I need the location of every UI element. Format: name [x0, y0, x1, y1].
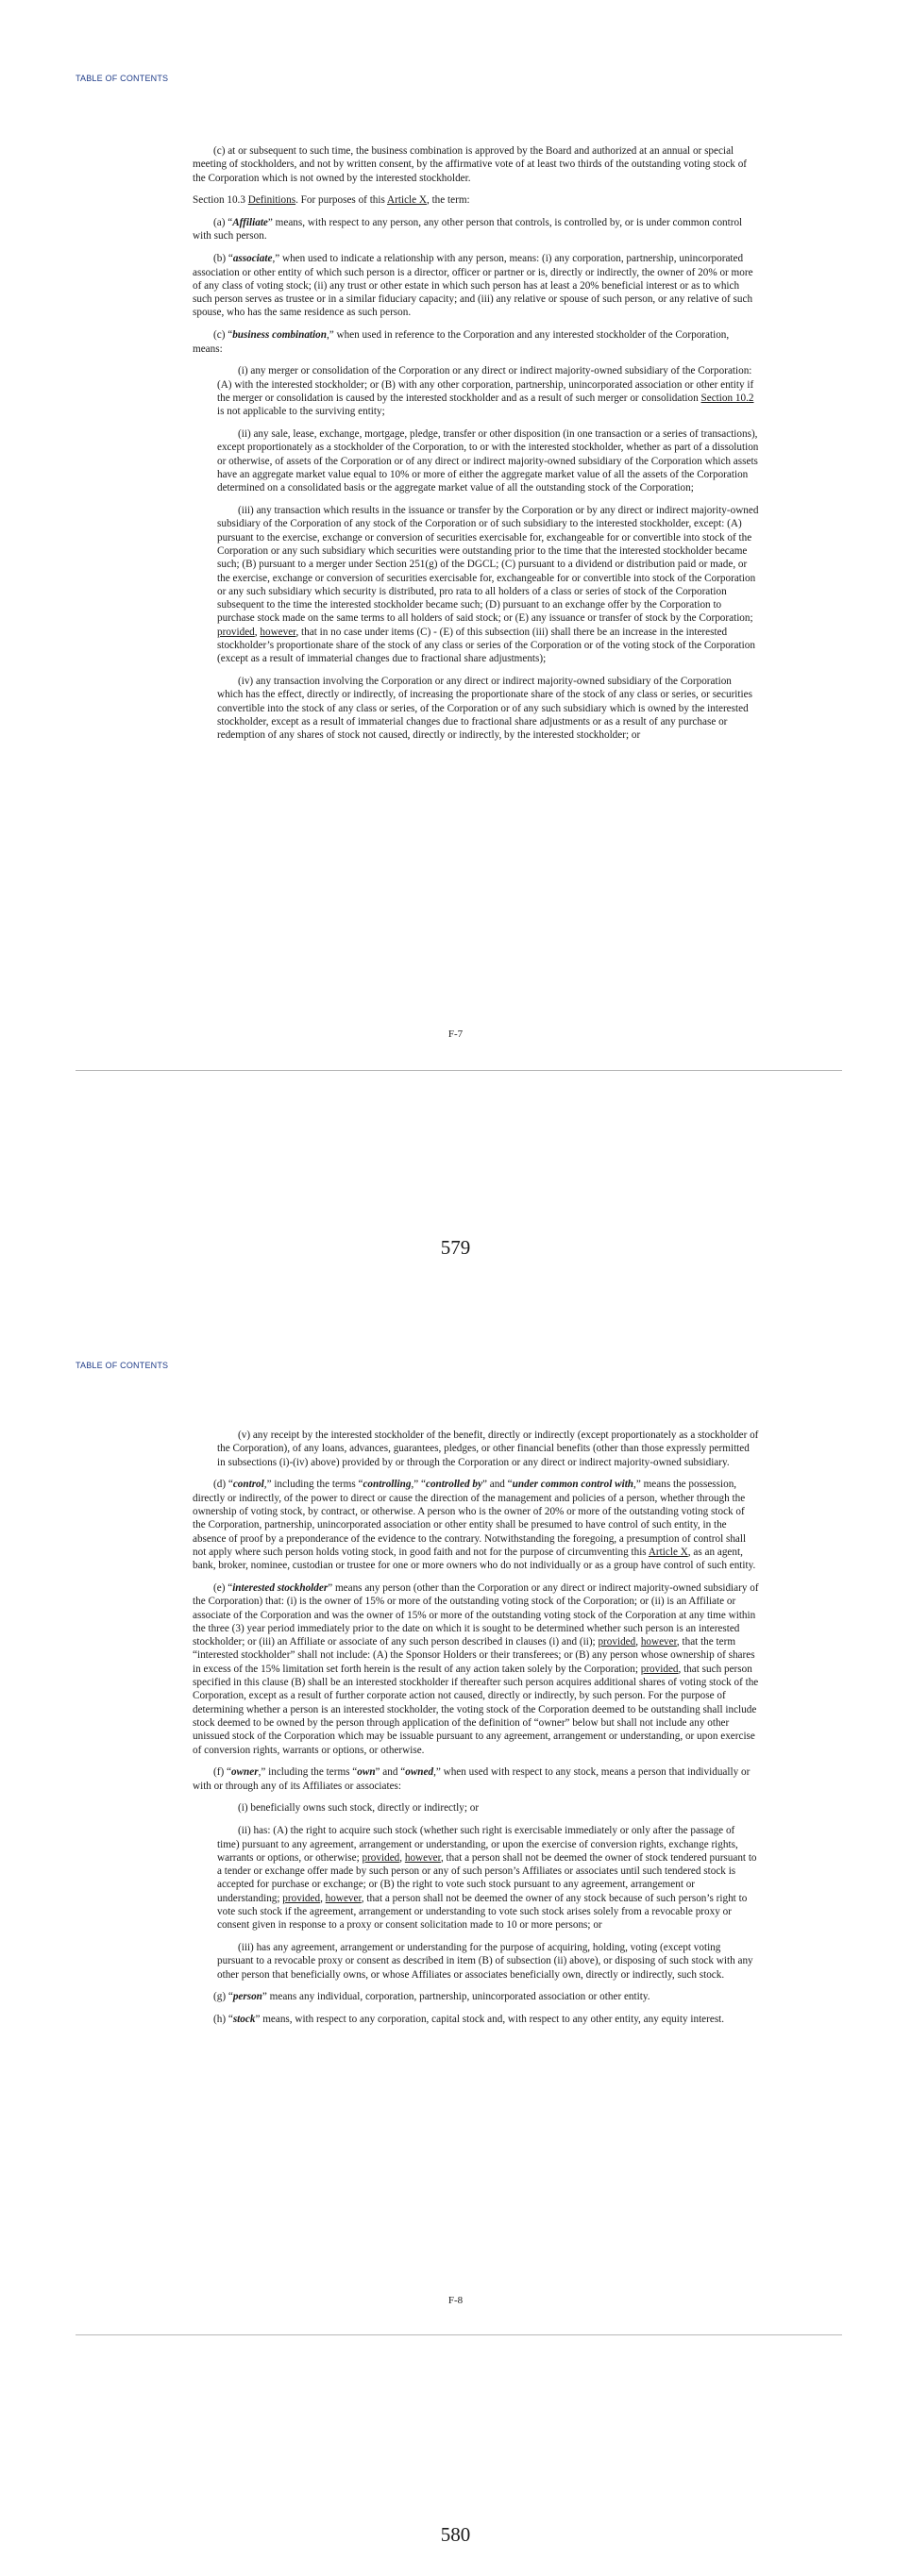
definition-business-combination: (c) “business combination,” when used in reference to the Corporation and any interested stockholder of the Corporation, means:	[193, 329, 730, 355]
clause-iv-transaction: (iv) any transaction involving the Corporation or any direct or indirect majority-owned subsidiary of the Corporation which has the effect, directly or indirectly, of increasing the proportionate share of the stock of any class or series, or securities convertible into the stock of any class or series, of the Corporation or of any such subsidiary which is owned by the interested stockholder, except as a result of immaterial changes due to fractional share adjustments or as a result of any purchase or redemption of any shares of stock not caused, directly or indirectly, by the interested stockholder; or	[217, 676, 752, 742]
page-2-body	[193, 1429, 759, 2035]
definition-interested-stockholder: (e) “interested stockholder” means any person (other than the Corporation or any direct or indirect majority-owned subsidiary of the Corporation) that: (i) is the owner of 15% or more of the outstanding voting stock of the Corporation; or (ii) is an Affiliate or associate of the Corporation and was the owner of 15% or more of the outstanding voting stock of the Corporation at any time within the three (3) year period immediately prior to the date on which it is sought to be determined whether such person is an interested stockholder; or (iii) an Affiliate or associate of any such person described in clauses (i) and (ii); provided, however, that the term “interested stockholder” shall not include: (A) the Sponsor Holders or their transferees; or (B) any person whose ownership of shares in excess of the 15% limitation set forth herein is the result of any action taken solely by the Corporation; provided, that such person specified in this clause (B) shall be an interested stockholder if thereafter such person acquires additional shares of voting stock of the Corporation, except as a result of further corporate action not caused, directly or indirectly, by such person. For the purpose of determining whether a person is an interested stockholder, the voting stock of the Corporation deemed to be outstanding shall include stock deemed to be owned by the person through application of the definition of “owner” below but shall not include any other unissued stock of the Corporation which may be issuable pursuant to any agreement, arrangement or understanding, or upon exercise of conversion rights, warrants or options, or otherwise.	[193, 1581, 759, 1756]
defined-term: business combination	[232, 329, 327, 342]
page-1-body	[193, 144, 759, 751]
defined-term: associate	[232, 253, 273, 265]
clause-iii-issuance: (iii) any transaction which results in the issuance or transfer by the Corporation or by any direct or indirect majority-owned subsidiary of the Corporation of any stock of the Corporation or of such subsidiary to the interested stockholder, except: (A) pursuant to the exercise, exchange or conversion of securities exercisable for, exchangeable for or convertible into stock of the Corporation or any such subsidiary which securities were outstanding prior to the time that the interested stockholder became such; (B) pursuant to a merger under Section 251(g) of the DGCL; (C) pursuant to a dividend or distribution paid or made, or the exercise, exchange or conversion of securities exercisable for, exchangeable for or convertible into stock of the Corporation or any such subsidiary which security is distributed, pro rata to all holders of a class or series of stock of the Corporation subsequent to the time the interested stockholder became such; (D) pursuant to an exchange offer by the Corporation to purchase stock made on the same terms to all holders of said stock; or (E) any issuance or transfer of stock by the Corporation; provided, however, that in no case under items (C) - (E) of this subsection (iii) shall there be an increase in the interested stockholder’s proportionate share of the stock of any class or series of the Corporation or of the voting stock of the Corporation (except as a result of immaterial changes due to fractional share adjustments);	[217, 505, 759, 665]
clause-ii-sale: (ii) any sale, lease, exchange, mortgage, pledge, transfer or other disposition (in one transaction or a series of transactions), except proportionately as a stockholder of the Corporation, to or with the interested stockholder, whether as part of a dissolution or otherwise, of assets of the Corporation or of any direct or indirect majority-owned subsidiary of the Corporation which assets have an aggregate market value equal to 10% or more of either the aggregate market value of all the assets of the Corporation determined on a consolidated basis or the aggregate market value of all the outstanding stock of the Corporation;	[217, 428, 759, 494]
section-10-2-ref: Section 10.2	[700, 392, 754, 404]
defined-term: Affiliate	[232, 217, 268, 229]
owner-clause-i: (i) beneficially owns such stock, directly or indirectly; or	[238, 1802, 480, 1815]
owner-clause-ii: (ii) has: (A) the right to acquire such stock (whether such right is exercisable immediately or only after the passage of time) pursuant to any agreement, arrangement or understanding, or upon the exercise of conversion rights, exchange rights, warrants or options, or otherwise; provided, however, that a person shall not be deemed the owner of stock tendered pursuant to a tender or exchange offer made by such person or any of such person’s Affiliates or associates until such tendered stock is accepted for purchase or exchange; or (B) the right to vote such stock pursuant to any agreement, arrangement or understanding; provided, however, that a person shall not be deemed the owner of any stock because of such person’s right to vote such stock if the agreement, arrangement or understanding to vote such stock arises solely from a revocable proxy or consent given in response to a proxy or consent solicitation made to 10 or more persons; or	[217, 1825, 757, 1932]
table-of-contents-link[interactable]: TABLE OF CONTENTS	[76, 1361, 169, 1370]
page-folio: F-7	[447, 1029, 464, 1040]
section-10-3-heading: Section 10.3 Definitions. For purposes of this Article X, the term:	[193, 194, 470, 207]
table-of-contents-link[interactable]: TABLE OF CONTENTS	[76, 74, 169, 83]
page-divider	[76, 1070, 842, 1071]
page-number: 579	[440, 1236, 471, 1259]
definition-control: (d) “control,” including the terms “controlling,” “controlled by” and “under common control with,” means the possession, directly or indirectly, of the power to direct or cause the direction of the management and policies of a person, whether through the ownership of voting stock, by contract, or otherwise. A person who is the owner of 20% or more of the outstanding voting stock of the Corporation, partnership, unincorporated association or other entity shall be presumed to have control of such entity, in the absence of proof by a preponderance of the evidence to the contrary. Notwithstanding the foregoing, a presumption of control shall not apply where such person holds voting stock, in good faith and not for the purpose of circumventing this Article X, as an agent, bank, broker, nominee, custodian or trustee for one or more owners who do not individually or as a group have control of such entity.	[193, 1479, 756, 1572]
definition-associate: (b) “associate,” when used to indicate a relationship with any person, means: (i) any corporation, partnership, unincorporated association or other entity of which such person is a director, officer or partner or is, directly or indirectly, the owner of 20% or more of any class of voting stock; (ii) any trust or other estate in which such person has at least a 20% beneficial interest or as to which such person serves as trustee or in a similar fiduciary capacity; and (iii) any relative or spouse of such person, or any relative of such spouse, who has the same residence as such person.	[193, 253, 753, 319]
clause-i-merger: (i) any merger or consolidation of the Corporation or any direct or indirect majority-owned subsidiary of the Corporation: (A) with the interested stockholder; or (B) with any other corporation, partnership, unincorporated association or other entity if the merger or consolidation is caused by the interested stockholder and as a result of such merger or consolidation Section 10.2 is not applicable to the surviving entity;	[217, 365, 754, 418]
definition-owner: (f) “owner,” including the terms “own” and “owned,” when used with respect to any stock, means a person that individually or with or through any of its Affiliates or associates:	[193, 1766, 751, 1792]
definition-person: (g) “person” means any individual, corporation, partnership, unincorporated association or other entity.	[213, 1991, 650, 2003]
paragraph-c-approval: (c) at or subsequent to such time, the business combination is approved by the Board and authorized at an annual or special meeting of stockholders, and not by written consent, by the affirmative vote of at least two thirds of the outstanding voting stock of the Corporation which is not owned by the interested stockholder.	[193, 145, 748, 184]
definition-affiliate: (a) “Affiliate” means, with respect to any person, any other person that controls, is controlled by, or is under common control with such person.	[193, 217, 743, 243]
owner-clause-iii: (iii) has any agreement, arrangement or understanding for the purpose of acquiring, holding, voting (except voting pursuant to a revocable proxy or consent as described in item (B) of subsection (ii) above), or disposing of such stock with any other person that beneficially owns, or whose Affiliates or associates beneficially own, directly or indirectly, such stock.	[217, 1942, 753, 1981]
page-folio: F-8	[447, 2295, 464, 2306]
page-divider	[76, 2334, 842, 2335]
clause-v-receipt: (v) any receipt by the interested stockholder of the benefit, directly or indirectly (except proportionately as a stockholder of the Corporation), of any loans, advances, guarantees, pledges, or other financial benefits (other than those expressly permitted in subsections (i)-(iv) above) provided by or through the Corporation or any direct or indirect majority-owned subsidiary.	[217, 1430, 759, 1468]
article-x-ref: Article X	[387, 194, 427, 207]
page-number: 580	[440, 2523, 471, 2546]
definitions-label: Definitions	[247, 194, 296, 207]
definition-stock: (h) “stock” means, with respect to any corporation, capital stock and, with respect to any other entity, any equity interest.	[213, 2014, 725, 2026]
article-x-ref: Article X	[648, 1546, 688, 1558]
